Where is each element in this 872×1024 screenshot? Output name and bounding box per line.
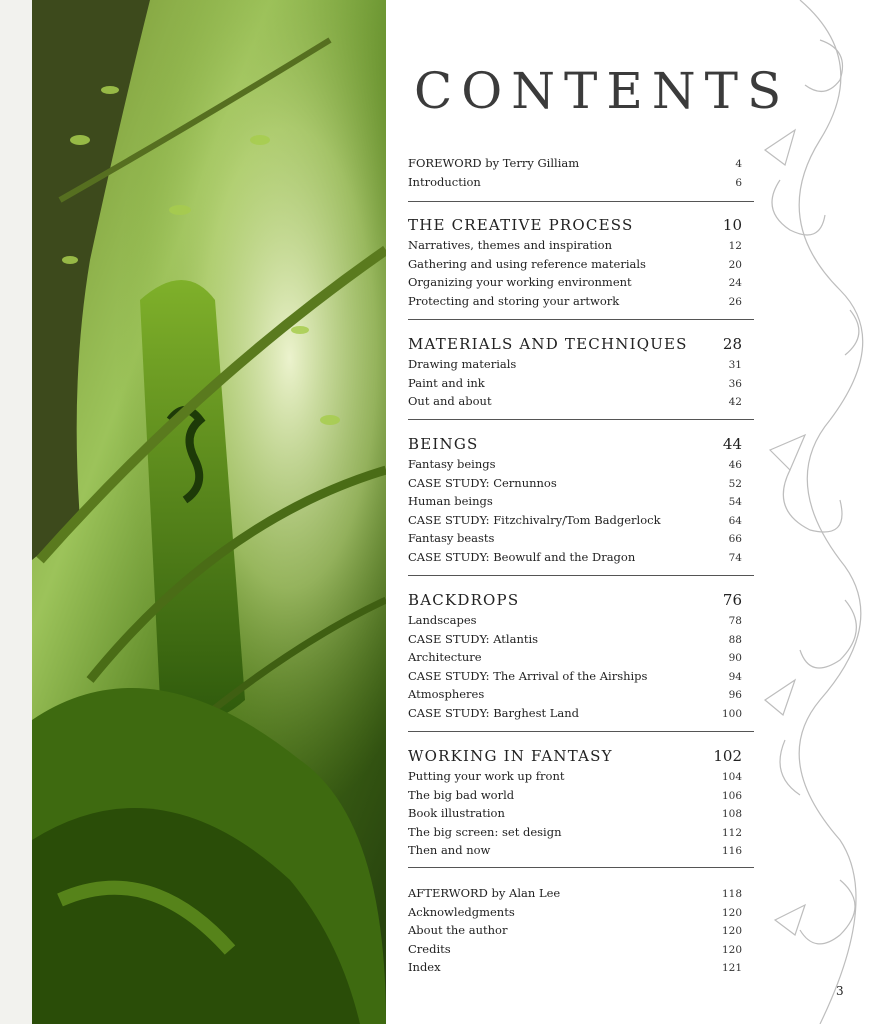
divider (408, 731, 754, 732)
toc-entry-page: 96 (728, 689, 742, 702)
toc-entry-page: 100 (721, 707, 742, 720)
forest-illustration (0, 0, 386, 1024)
toc-entry-label: Putting your work up front (408, 769, 565, 783)
toc-entry-label: Paint and ink (408, 375, 485, 390)
toc-entry-page: 108 (721, 808, 742, 821)
divider (408, 201, 754, 202)
toc-entry-label: Acknowledgments (408, 904, 515, 919)
toc-entry[interactable] (408, 788, 754, 807)
section-title: BEINGS (408, 435, 479, 453)
toc-entry[interactable] (408, 513, 754, 532)
toc-entry-page: 6 (735, 176, 742, 189)
section-page: 44 (722, 435, 742, 453)
forest-painting-image (0, 0, 386, 1024)
toc-entry[interactable] (408, 687, 754, 706)
toc-entry-page: 104 (721, 771, 742, 783)
toc-entry[interactable] (408, 886, 754, 905)
toc-entry-label: Protecting and storing your artwork (408, 293, 620, 308)
toc-entry[interactable] (408, 769, 754, 788)
section-page: 76 (722, 591, 742, 609)
toc-entry-label: Narratives, themes and inspiration (408, 238, 612, 252)
section-working-in-fantasy (408, 747, 754, 862)
toc-entry[interactable] (408, 294, 754, 313)
contents-column (408, 0, 791, 1024)
ornamental-scroll-decoration (760, 0, 872, 1024)
toc-entry-label: Human beings (408, 494, 493, 509)
toc-entry[interactable] (408, 531, 754, 550)
toc-entry-page: 66 (728, 533, 742, 546)
toc-entry[interactable] (408, 843, 754, 862)
divider (408, 419, 754, 420)
toc-entry[interactable] (408, 175, 754, 194)
toc-entry[interactable] (408, 156, 754, 175)
section-creative-process (408, 216, 754, 312)
toc-entry-label: CASE STUDY: Barghest Land (408, 705, 580, 720)
section-page: 28 (722, 335, 742, 353)
toc-entry[interactable] (408, 905, 754, 924)
toc-entry[interactable] (408, 706, 754, 725)
toc-entry-label: CASE STUDY: Atlantis (408, 631, 539, 646)
page-title: CONTENTS (414, 62, 791, 120)
toc-entry-page: 4 (735, 158, 742, 170)
toc-entry-page: 90 (728, 652, 742, 665)
section-page: 102 (713, 747, 742, 765)
toc-entry-label: CASE STUDY: Beowulf and the Dragon (408, 549, 636, 564)
section-beings (408, 435, 754, 569)
toc-entry-page: 46 (728, 459, 742, 471)
toc-entry[interactable] (408, 494, 754, 513)
section-heading[interactable] (408, 335, 754, 357)
toc-entry-page: 26 (728, 295, 742, 308)
toc-entry-page: 74 (728, 551, 742, 564)
toc-entry-page: 12 (728, 240, 742, 252)
toc-entry-label: Introduction (408, 174, 481, 189)
toc-entry-label: Fantasy beings (408, 457, 496, 471)
toc-entry-label: CASE STUDY: Cernunnos (408, 475, 557, 490)
toc-entry-label: FOREWORD by Terry Gilliam (408, 156, 580, 170)
section-title: THE CREATIVE PROCESS (408, 216, 634, 234)
front-matter (408, 156, 754, 193)
toc-entry-page: 42 (728, 396, 742, 409)
toc-entry-page: 94 (728, 670, 742, 683)
toc-entry[interactable] (408, 376, 754, 395)
section-backdrops (408, 591, 754, 725)
toc-entry-page: 120 (721, 906, 742, 919)
toc-entry-label: Index (408, 960, 441, 975)
toc-entry-label: Credits (408, 941, 451, 956)
toc-entry-page: 31 (728, 359, 742, 371)
toc-entry[interactable] (408, 669, 754, 688)
divider (408, 867, 754, 868)
toc-entry-page: 24 (728, 277, 742, 290)
toc-entry-label: Then and now (408, 843, 491, 858)
toc-entry-page: 54 (728, 496, 742, 509)
divider (408, 575, 754, 576)
toc-entry[interactable] (408, 806, 754, 825)
toc-entry-page: 78 (728, 615, 742, 627)
toc-entry-page: 106 (721, 789, 742, 802)
toc-entry[interactable] (408, 550, 754, 569)
section-heading[interactable] (408, 435, 754, 457)
toc-entry-label: Book illustration (408, 806, 505, 821)
toc-entry[interactable] (408, 275, 754, 294)
toc-entry[interactable] (408, 394, 754, 413)
toc-entry-page: 52 (728, 477, 742, 490)
toc-entry[interactable] (408, 825, 754, 844)
toc-entry-label: CASE STUDY: The Arrival of the Airships (408, 668, 648, 683)
toc-entry-label: Landscapes (408, 613, 477, 627)
section-materials-techniques (408, 335, 754, 413)
toc-entry-page: 121 (721, 962, 742, 975)
section-title: MATERIALS AND TECHNIQUES (408, 335, 688, 353)
toc-entry[interactable] (408, 942, 754, 961)
toc-entry[interactable] (408, 650, 754, 669)
toc-entry-page: 120 (721, 943, 742, 956)
toc-entry-label: The big bad world (408, 787, 515, 802)
toc-entry[interactable] (408, 632, 754, 651)
toc-entry[interactable] (408, 923, 754, 942)
toc-entry-label: Gathering and using reference materials (408, 256, 646, 271)
toc-entry-label: CASE STUDY: Fitzchivalry/Tom Badgerlock (408, 512, 661, 527)
toc-entry-page: 116 (721, 845, 742, 858)
section-heading[interactable] (408, 216, 754, 238)
page-number: 3 (836, 984, 844, 998)
toc-entry[interactable] (408, 238, 754, 257)
section-heading[interactable] (408, 747, 754, 769)
toc-entry[interactable] (408, 257, 754, 276)
toc-entry-label: Drawing materials (408, 357, 517, 371)
divider (408, 319, 754, 320)
toc-entry-page: 64 (728, 514, 742, 527)
toc-entry-label: About the author (408, 923, 508, 938)
toc-entry[interactable] (408, 476, 754, 495)
section-heading[interactable] (408, 591, 754, 613)
toc-entry[interactable] (408, 960, 754, 979)
toc-entry-label: AFTERWORD by Alan Lee (408, 886, 561, 900)
section-page: 10 (722, 216, 742, 234)
toc-entry-page: 20 (728, 258, 742, 271)
toc-entry[interactable] (408, 613, 754, 632)
toc-entry-page: 88 (728, 633, 742, 646)
toc-entry-label: Fantasy beasts (408, 531, 495, 546)
toc-entry-label: Atmospheres (408, 687, 485, 702)
toc-entry-page: 120 (721, 925, 742, 938)
toc-entry[interactable] (408, 357, 754, 376)
toc-entry-label: Architecture (408, 650, 482, 665)
scrollwork-pattern (760, 0, 872, 1024)
toc-entry[interactable] (408, 457, 754, 476)
toc-entry-page: 36 (728, 377, 742, 390)
toc-entry-label: The big screen: set design (408, 824, 562, 839)
section-title: WORKING IN FANTASY (408, 747, 613, 765)
back-matter (408, 886, 754, 979)
toc-entry-label: Organizing your working environment (408, 275, 632, 290)
section-title: BACKDROPS (408, 591, 520, 609)
toc-entry-page: 112 (721, 826, 742, 839)
toc-entry-label: Out and about (408, 394, 492, 409)
toc-entry-page: 118 (721, 888, 742, 900)
